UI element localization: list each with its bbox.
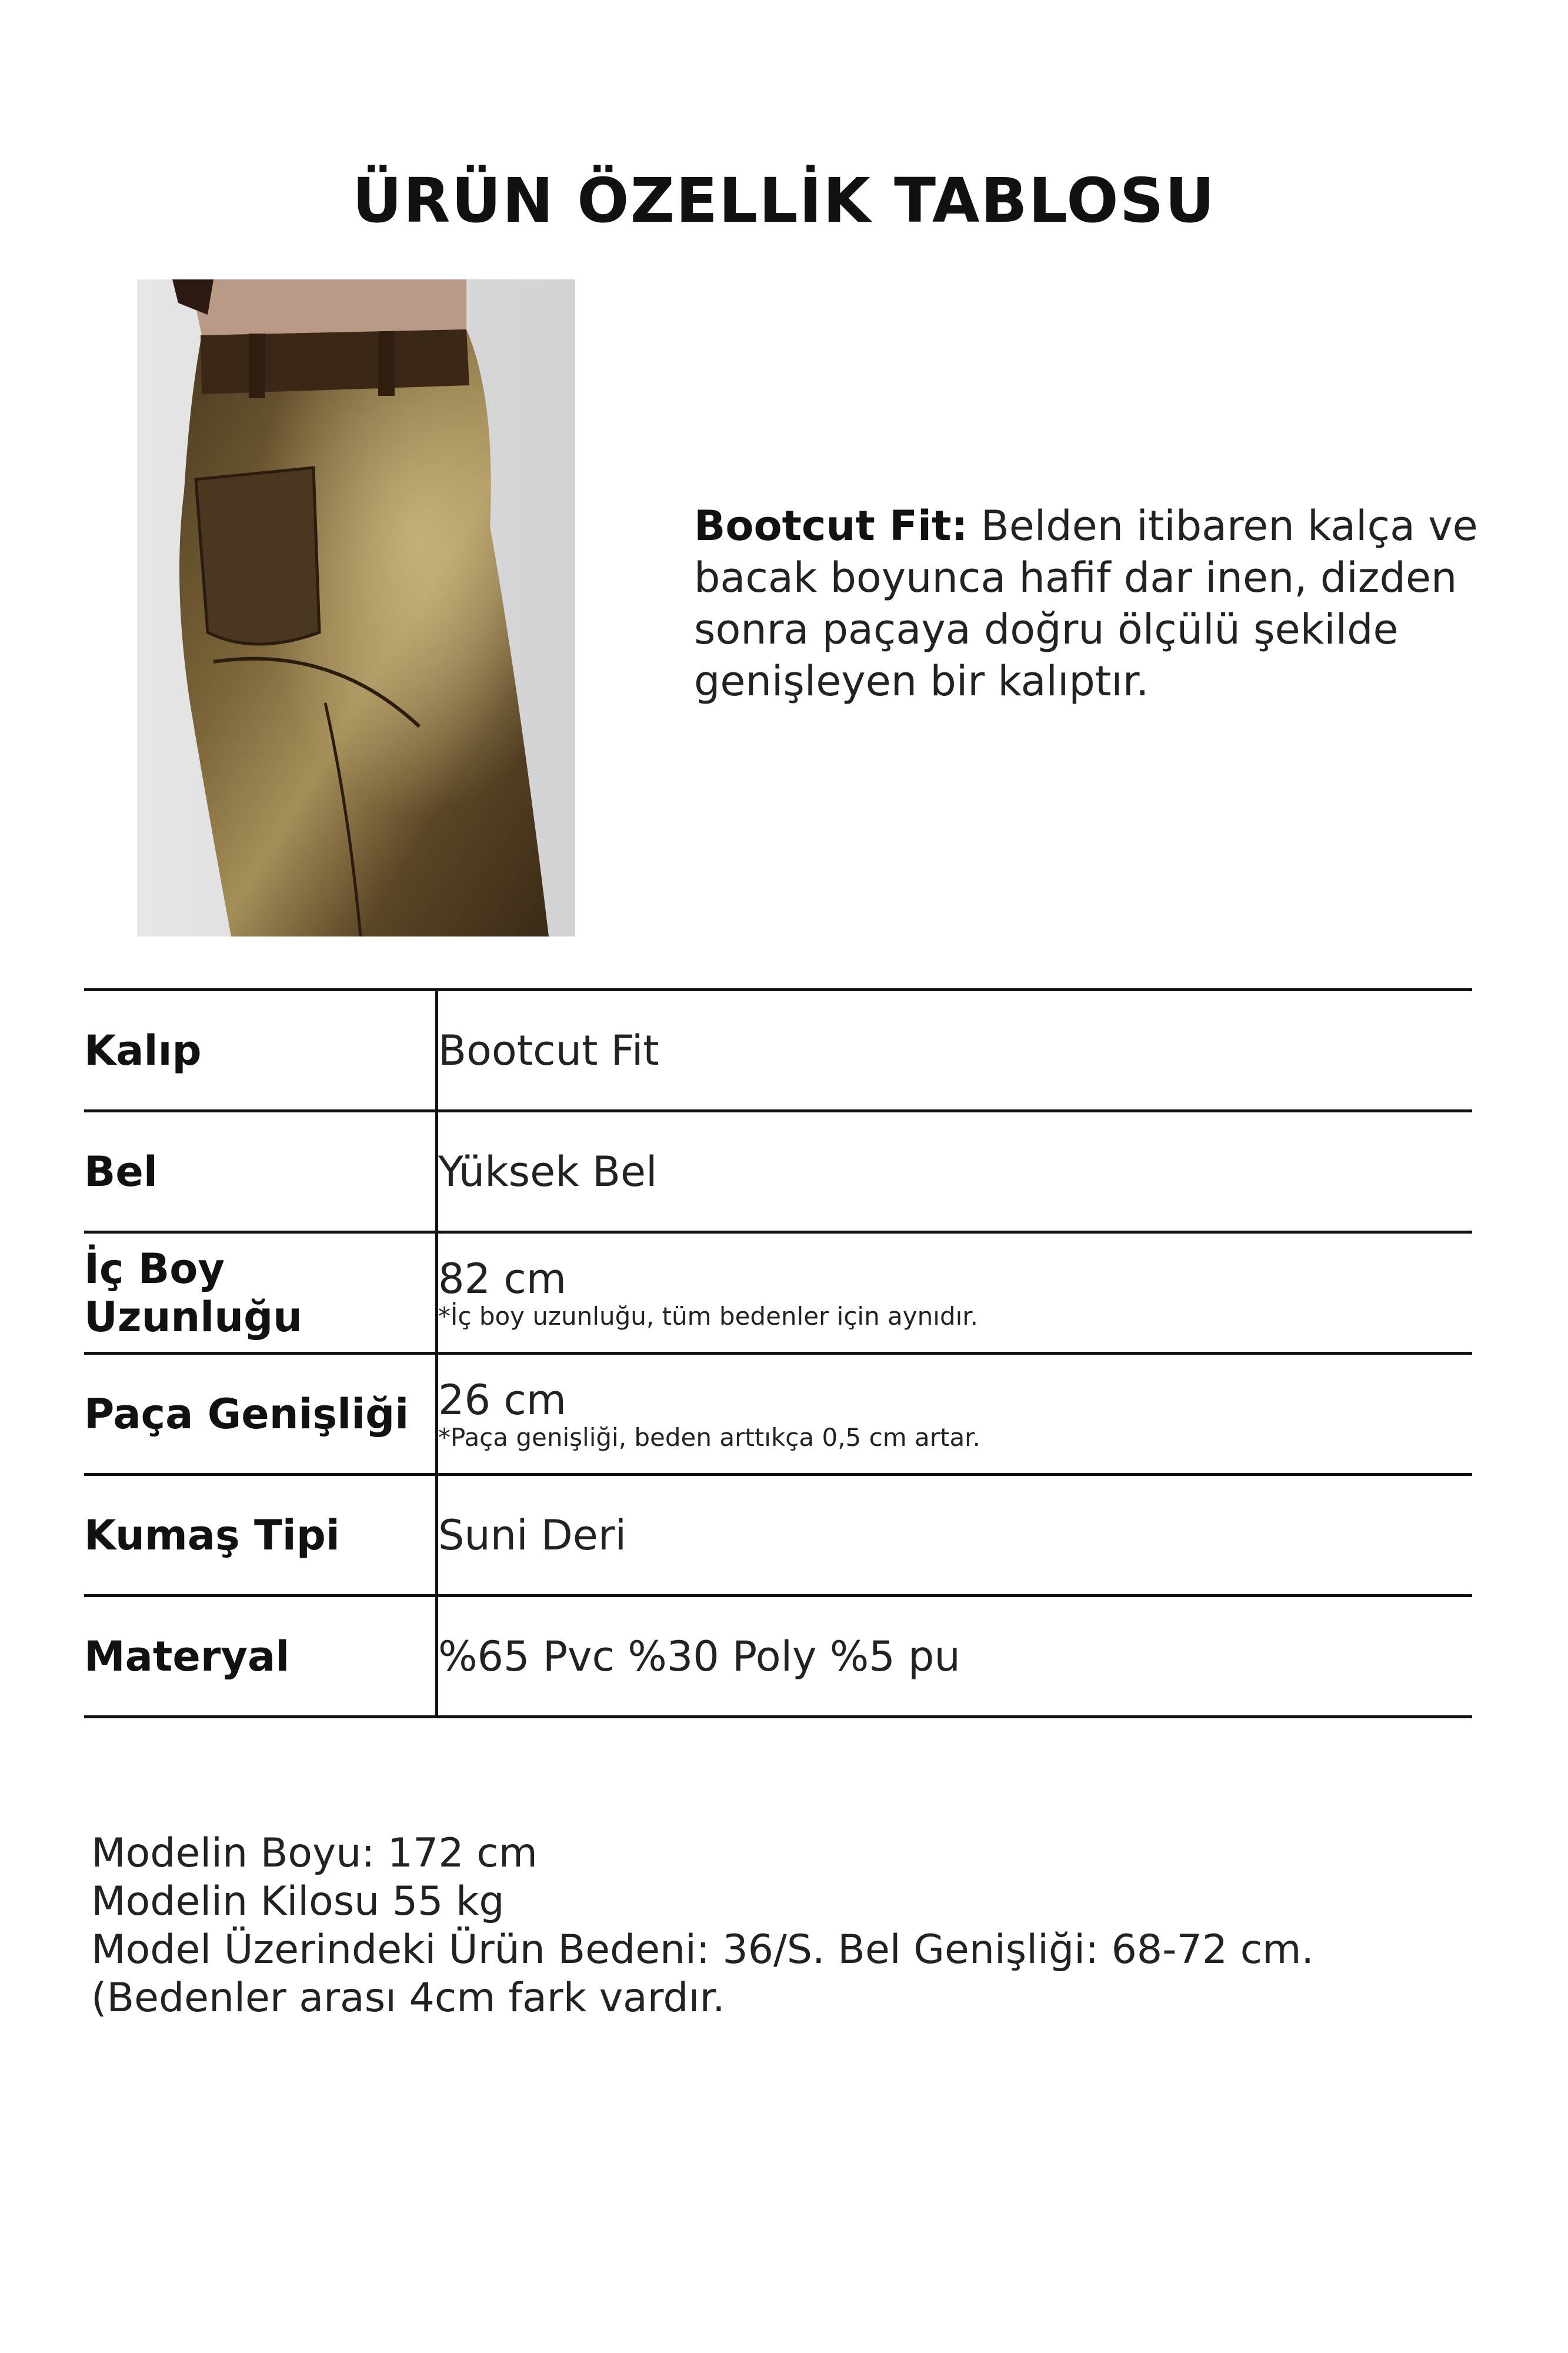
spec-row-bel — [84, 1111, 1472, 1232]
fit-description-lead: Bootcut Fit: — [694, 502, 968, 550]
spec-value: 26 cm — [438, 1375, 566, 1424]
product-photo — [137, 279, 575, 936]
model-info — [91, 1829, 1479, 2022]
page-title: ÜRÜN ÖZELLİK TABLOSU — [352, 165, 1216, 236]
spec-value: Bootcut Fit — [438, 1026, 659, 1075]
spec-value-cell — [437, 1354, 1473, 1475]
spec-value-cell — [437, 1232, 1473, 1354]
spec-label: İç Boy Uzunluğu — [84, 1232, 437, 1354]
spec-row-ic-boy — [84, 1232, 1472, 1354]
fit-description — [694, 500, 1506, 707]
spec-note: *İç boy uzunluğu, tüm bedenler için aynıdır. — [438, 1301, 979, 1331]
spec-value-cell — [437, 990, 1473, 1111]
spec-row-paca — [84, 1354, 1472, 1475]
spec-value: Yüksek Bel — [438, 1147, 658, 1196]
model-height: Modelin Boyu: 172 cm — [91, 1830, 538, 1877]
spec-value-cell — [437, 1111, 1473, 1232]
spec-value: %65 Pvc %30 Poly %5 pu — [438, 1632, 960, 1681]
spec-label: Materyal — [84, 1596, 437, 1717]
spec-value: Suni Deri — [438, 1511, 627, 1559]
spec-label: Bel — [84, 1111, 437, 1232]
spec-value-cell — [437, 1475, 1473, 1596]
spec-value: 82 cm — [438, 1254, 566, 1303]
spec-row-kumas — [84, 1475, 1472, 1596]
spec-label: Kumaş Tipi — [84, 1475, 437, 1596]
model-size: Model Üzerindeki Ürün Bedeni: 36/S. Bel Genişliği: 68-72 cm. (Bedenler arası 4cm fark vardır. — [91, 1927, 1315, 2021]
spec-label: Paça Genişliği — [84, 1354, 437, 1475]
model-weight: Modelin Kilosu 55 kg — [91, 1878, 505, 1925]
spec-value-cell — [437, 1596, 1473, 1717]
spec-label: Kalıp — [84, 990, 437, 1111]
spec-note: *Paça genişliği, beden arttıkça 0,5 cm artar. — [438, 1422, 980, 1452]
spec-row-materyal — [84, 1596, 1472, 1717]
spec-row-kalip — [84, 990, 1472, 1111]
spec-table — [84, 988, 1472, 1718]
fit-description-body: Belden itibaren kalça ve bacak boyunca hafif dar inen, dizden sonra paçaya doğru ölçülü şekilde genişleyen bir kalıptır. — [694, 502, 1478, 705]
